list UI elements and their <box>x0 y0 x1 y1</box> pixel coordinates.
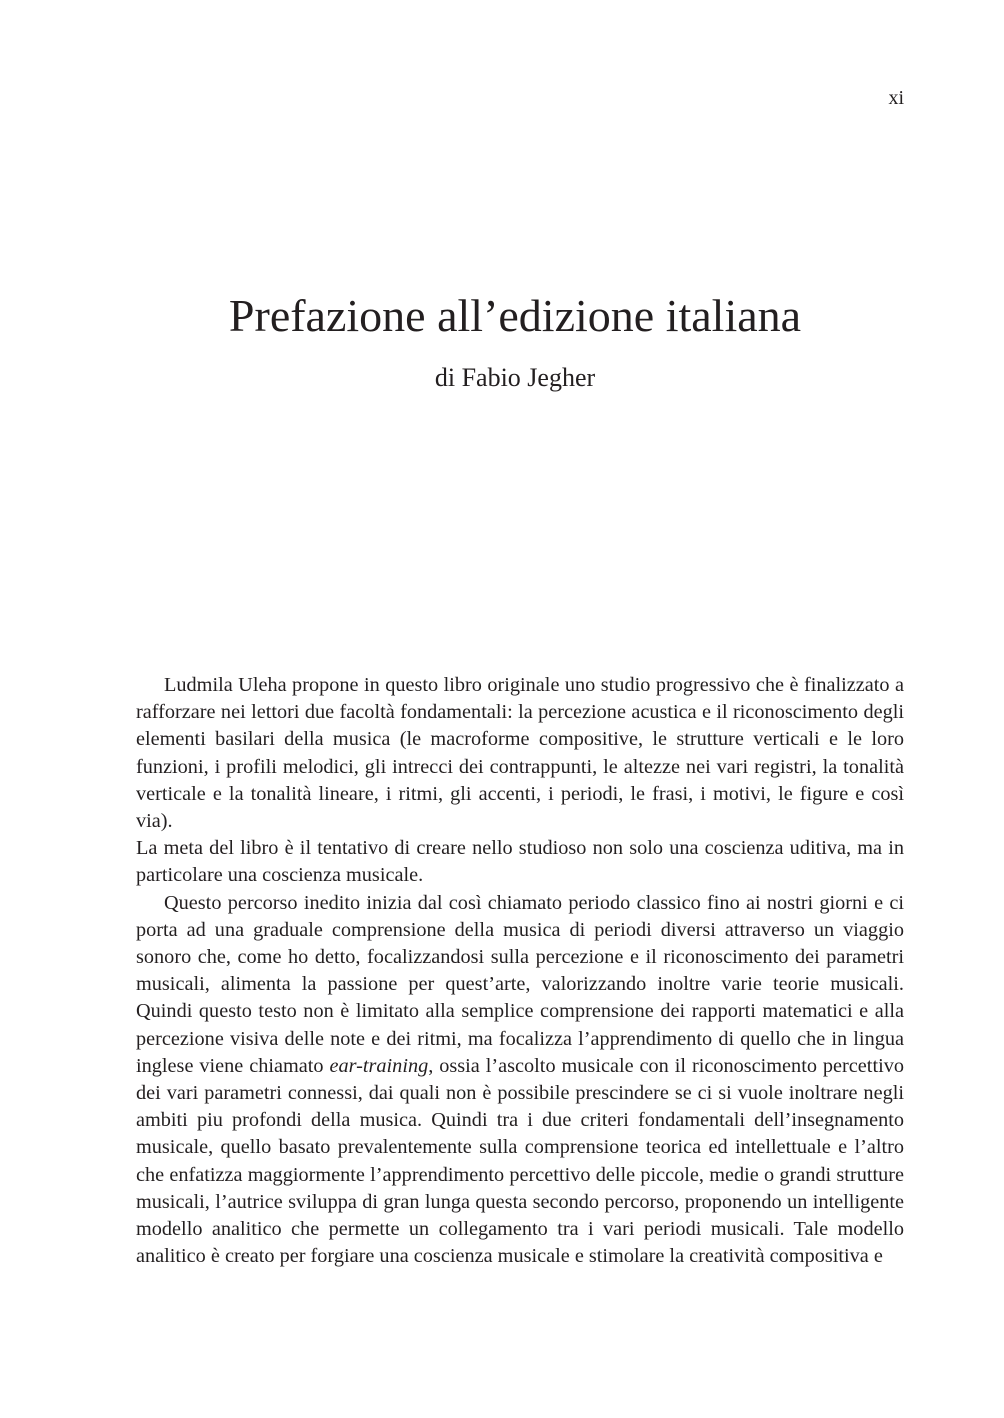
paragraph-3-text-after: , ossia l’ascolto musicale con il riconoscimento percettivo dei vari parametri connessi, dai quali non è possibile prescindere se ci si vuole inoltrare negli ambiti piu profondi della musica. Quindi tra i due criteri fondamentali dell’insegnamento musicale, quello basato prevalentemente sulla comprensione teorica ed intellettuale e l’altro che enfatizza maggiormente l’apprendimento percettivo delle piccole, medie o grandi strutture musicali, l’autrice sviluppa di gran lunga questa secondo percorso, proponendo un intelligente modello analitico che permette un collegamento tra i vari periodi musicali. Tale modello analitico è creato per forgiare una coscienza musicale e stimolare la creatività compositiva e <box>136 1054 904 1268</box>
page-number: xi <box>888 87 904 109</box>
paragraph-2: La meta del libro è il tentativo di creare nello studioso non solo una coscienza uditiva, ma in particolare una coscienza musicale. <box>136 837 904 887</box>
paragraph-3-text-before: Questo percorso inedito inizia dal così chiamato periodo classico fino ai nostri giorni e ci porta ad una graduale comprensione della musica di periodi diversi attraverso un viaggio sonoro che, come ho detto, focalizzandosi sulla percezione e il riconoscimento dei parametri musicali, alimenta la passione per quest’arte, valorizzando inoltre varie teorie musicali. Quindi questo testo non è limitato alla semplice comprensione dei rapporti matematici e alla percezione visiva delle note e dei ritmi, ma focalizza l’apprendimento di quello che in lingua inglese viene chiamato <box>136 891 904 1077</box>
chapter-title: Prefazione all’edizione italiana <box>228 290 802 341</box>
paragraph-1: Ludmila Uleha propone in questo libro originale uno studio progressivo che è finalizzato a rafforzare nei lettori due facoltà fondamentali: la percezione acustica e il riconoscimento degli elementi basilari della musica (le macroforme compositive, le strutture verticali e le loro funzioni, i profili melodici, gli intrecci dei contrappunti, le altezze nei vari registri, la tonalità verticale e la tonalità lineare, i ritmi, gli accenti, i periodi, le frasi, i motivi, le figure e così via). <box>136 674 904 833</box>
paragraph-3 <box>136 890 904 1271</box>
chapter-author: di Fabio Jegher <box>434 363 596 392</box>
body-text <box>136 672 904 1270</box>
paragraph-3-italic-term: ear-training <box>329 1054 429 1077</box>
